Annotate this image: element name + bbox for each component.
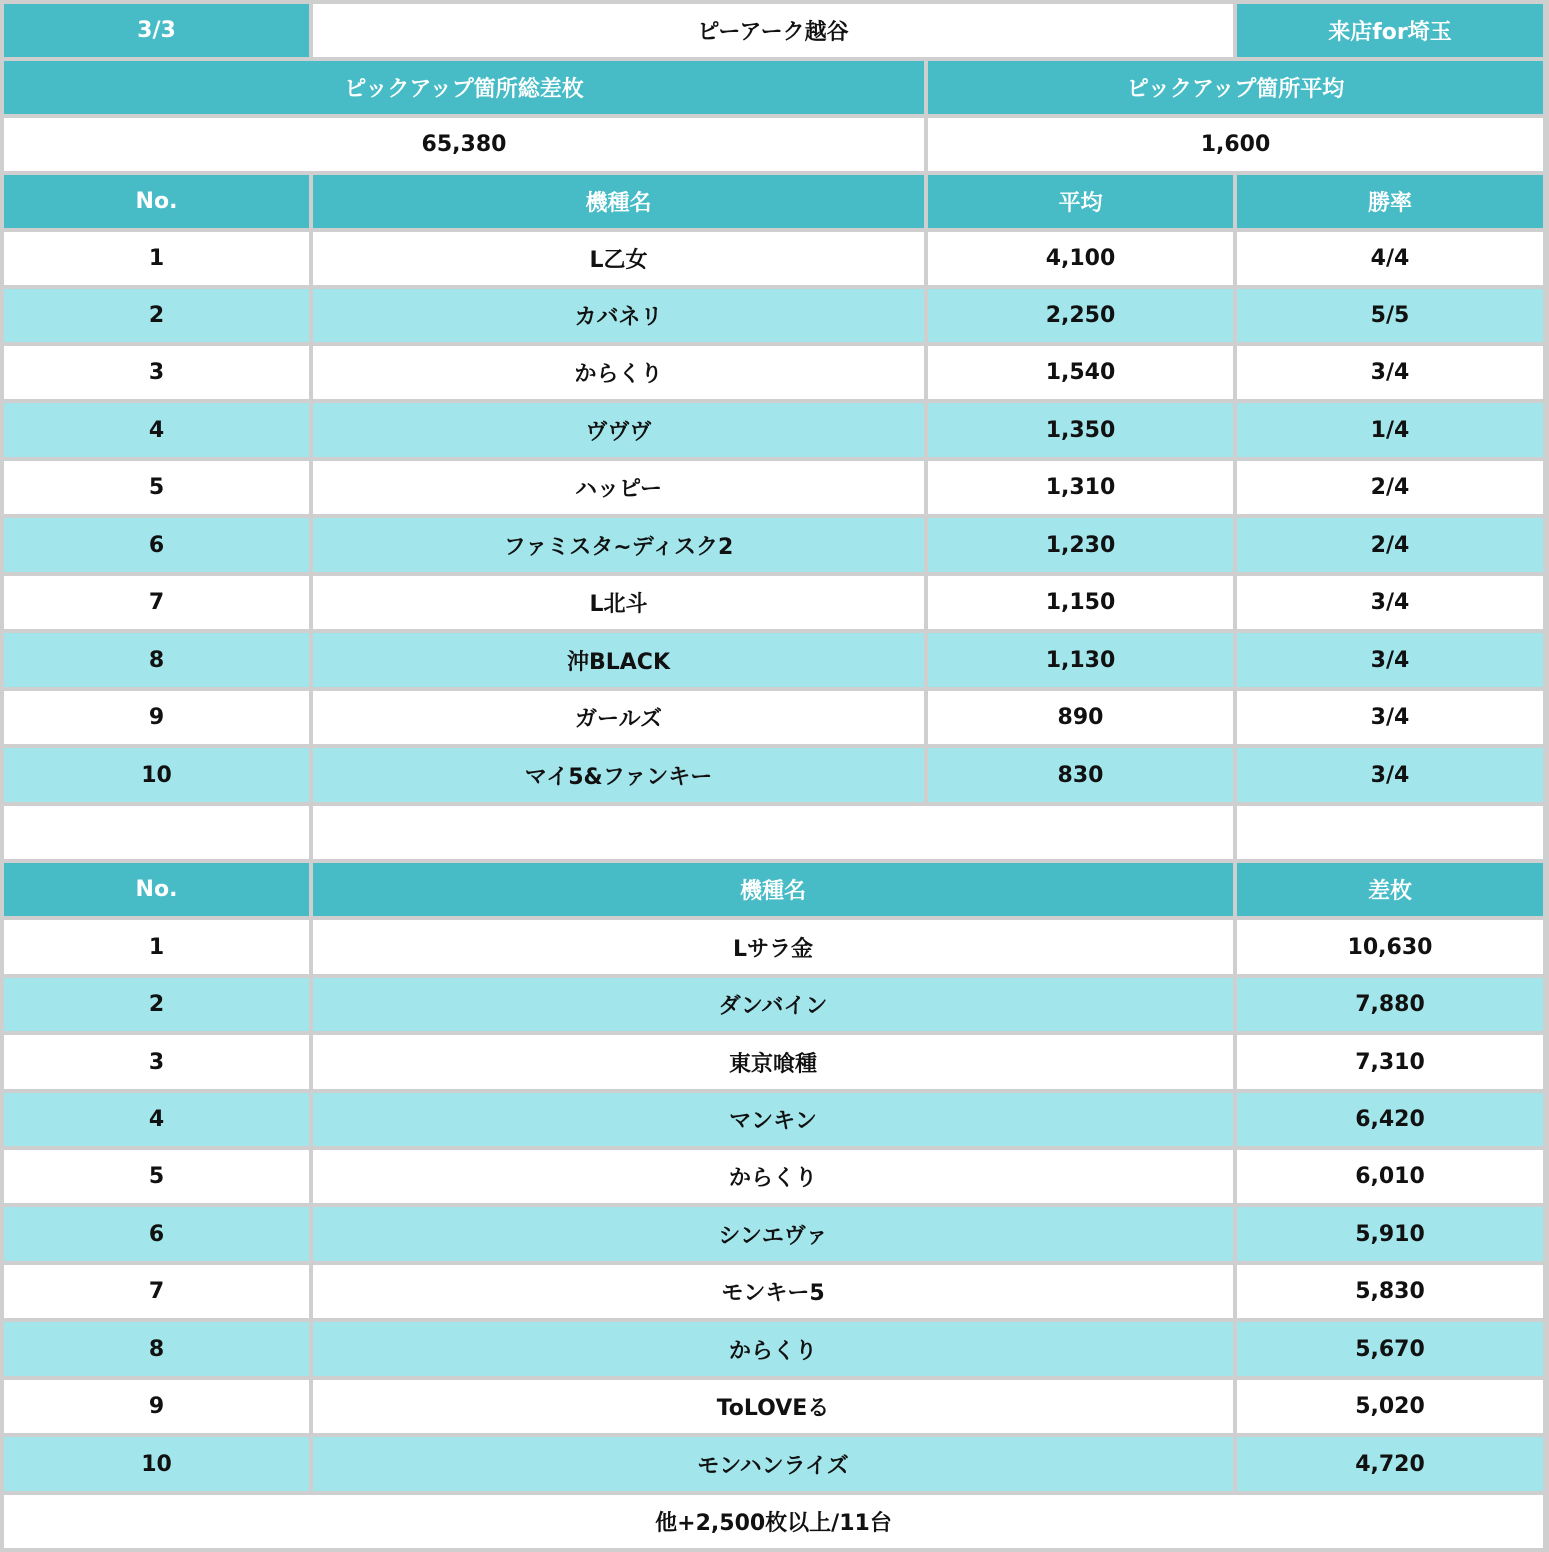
average-value: 1,600 <box>928 118 1543 171</box>
table1-row-5-name: ハッピー <box>313 461 924 514</box>
table2-row-5-diff: 6,010 <box>1237 1150 1543 1203</box>
table1-header-name: 機種名 <box>313 175 924 228</box>
table1-row-9-name: ガールズ <box>313 691 924 744</box>
table1-row-7-winrate: 3/4 <box>1237 576 1543 629</box>
table1-row-1-avg: 4,100 <box>928 232 1233 285</box>
table1-row-7-no: 7 <box>4 576 309 629</box>
table2-row-10-no: 10 <box>4 1437 309 1491</box>
table2-row-1-diff: 10,630 <box>1237 920 1543 974</box>
table2-row-2-name: ダンバイン <box>313 978 1233 1031</box>
table2-row-6-name: シンエヴァ <box>313 1207 1233 1261</box>
table2-header-no: No. <box>4 863 309 916</box>
table1-row-5-avg: 1,310 <box>928 461 1233 514</box>
table2-row-8-diff: 5,670 <box>1237 1322 1543 1376</box>
table1-row-7-name: L北斗 <box>313 576 924 629</box>
table2-header-diff: 差枚 <box>1237 863 1543 916</box>
table1-header-no: No. <box>4 175 309 228</box>
table1-header-winrate: 勝率 <box>1237 175 1543 228</box>
table1-row-1-name: L乙女 <box>313 232 924 285</box>
table1-row-10-avg: 830 <box>928 748 1233 802</box>
table1-row-9-winrate: 3/4 <box>1237 691 1543 744</box>
table1-row-6-no: 6 <box>4 518 309 572</box>
total-diff-label: ピックアップ箇所総差枚 <box>4 61 924 114</box>
table2-row-6-diff: 5,910 <box>1237 1207 1543 1261</box>
spacer-cell-middle <box>313 806 1233 859</box>
table2-row-8-no: 8 <box>4 1322 309 1376</box>
table2-row-3-name: 東京喰種 <box>313 1035 1233 1089</box>
table1-row-4-avg: 1,350 <box>928 403 1233 457</box>
table2-row-6-no: 6 <box>4 1207 309 1261</box>
table2-row-2-no: 2 <box>4 978 309 1031</box>
table1-row-8-no: 8 <box>4 633 309 687</box>
store-name: ピーアーク越谷 <box>313 4 1233 57</box>
table1-row-6-avg: 1,230 <box>928 518 1233 572</box>
table1-row-8-avg: 1,130 <box>928 633 1233 687</box>
footer-note: 他+2,500枚以上/11台 <box>4 1495 1543 1548</box>
table2-row-10-name: モンハンライズ <box>313 1437 1233 1491</box>
table2-row-7-no: 7 <box>4 1265 309 1318</box>
table1-row-10-no: 10 <box>4 748 309 802</box>
table1-row-10-winrate: 3/4 <box>1237 748 1543 802</box>
table1-row-2-avg: 2,250 <box>928 289 1233 342</box>
table2-row-5-no: 5 <box>4 1150 309 1203</box>
table1-row-3-winrate: 3/4 <box>1237 346 1543 399</box>
table1-row-2-winrate: 5/5 <box>1237 289 1543 342</box>
table2-row-7-diff: 5,830 <box>1237 1265 1543 1318</box>
table1-row-2-no: 2 <box>4 289 309 342</box>
table1-row-3-name: からくり <box>313 346 924 399</box>
table2-row-4-name: マンキン <box>313 1093 1233 1146</box>
table1-row-2-name: カバネリ <box>313 289 924 342</box>
spacer-cell-left <box>4 806 309 859</box>
table2-row-5-name: からくり <box>313 1150 1233 1203</box>
table1-row-5-winrate: 2/4 <box>1237 461 1543 514</box>
table2-row-1-no: 1 <box>4 920 309 974</box>
date-cell: 3/3 <box>4 4 309 57</box>
total-diff-value: 65,380 <box>4 118 924 171</box>
table2-row-9-no: 9 <box>4 1380 309 1433</box>
average-label: ピックアップ箇所平均 <box>928 61 1543 114</box>
table2-row-3-diff: 7,310 <box>1237 1035 1543 1089</box>
table1-row-4-winrate: 1/4 <box>1237 403 1543 457</box>
table1-row-1-winrate: 4/4 <box>1237 232 1543 285</box>
table2-row-1-name: Lサラ金 <box>313 920 1233 974</box>
table1-row-3-no: 3 <box>4 346 309 399</box>
spacer-cell-right <box>1237 806 1543 859</box>
table1-row-9-no: 9 <box>4 691 309 744</box>
table2-row-9-diff: 5,020 <box>1237 1380 1543 1433</box>
table1-row-1-no: 1 <box>4 232 309 285</box>
table2-row-8-name: からくり <box>313 1322 1233 1376</box>
table1-row-4-no: 4 <box>4 403 309 457</box>
table2-row-7-name: モンキー5 <box>313 1265 1233 1318</box>
table1-row-10-name: マイ5&ファンキー <box>313 748 924 802</box>
table2-row-2-diff: 7,880 <box>1237 978 1543 1031</box>
table2-row-9-name: ToLOVEる <box>313 1380 1233 1433</box>
table2-row-3-no: 3 <box>4 1035 309 1089</box>
table1-row-6-name: ファミスタ~ディスク2 <box>313 518 924 572</box>
table1-row-7-avg: 1,150 <box>928 576 1233 629</box>
table2-row-4-diff: 6,420 <box>1237 1093 1543 1146</box>
table1-row-4-name: ヴヴヴ <box>313 403 924 457</box>
table2-row-10-diff: 4,720 <box>1237 1437 1543 1491</box>
table1-row-9-avg: 890 <box>928 691 1233 744</box>
table1-row-8-name: 沖BLACK <box>313 633 924 687</box>
table1-header-avg: 平均 <box>928 175 1233 228</box>
table2-header-name: 機種名 <box>313 863 1233 916</box>
table1-row-6-winrate: 2/4 <box>1237 518 1543 572</box>
event-cell: 来店for埼玉 <box>1237 4 1543 57</box>
table1-row-5-no: 5 <box>4 461 309 514</box>
table1-row-3-avg: 1,540 <box>928 346 1233 399</box>
table1-row-8-winrate: 3/4 <box>1237 633 1543 687</box>
table2-row-4-no: 4 <box>4 1093 309 1146</box>
